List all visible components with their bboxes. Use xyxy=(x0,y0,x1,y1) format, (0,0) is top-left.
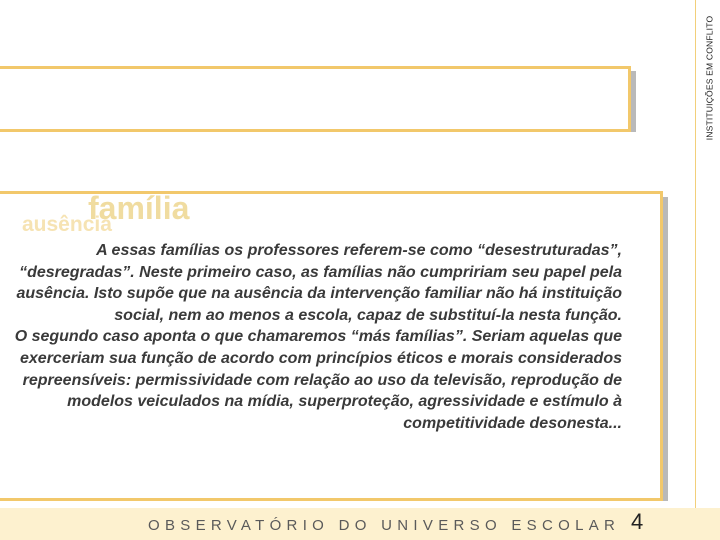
side-label-container xyxy=(700,0,718,155)
top-frame xyxy=(0,66,631,132)
paragraph-2: O segundo caso aponta o que chamaremos “más famílias”. Seriam aquelas que exerceriam sua função de acordo com princípios éticos e morais considerados repreensíveis: permissividade com relação ao uso da televisão, reprodução de modelos veiculados na mídia, superproteção, agressividade e estímulo à competitividade desonesta... xyxy=(14,328,622,432)
body-text xyxy=(4,240,622,434)
heading-foreground-word: família xyxy=(88,190,190,226)
heading-background-word: ausência xyxy=(22,213,112,236)
paragraph-1: A essas famílias os professores referem-se como “desestruturadas”, “desregradas”. Neste primeiro caso, as famílias não cumpririam seu papel pela ausência. Isto supõe que na ausência da intervenção familiar não há instituição social, nem ao menos a escola, capaz de substituí-la nesta função. xyxy=(16,242,622,324)
footer-label: OBSERVATÓRIO DO UNIVERSO ESCOLAR xyxy=(148,517,621,534)
side-label: INSTITUIÇÕES EM CONFLITO xyxy=(704,15,715,140)
page-number: 4 xyxy=(631,509,644,534)
